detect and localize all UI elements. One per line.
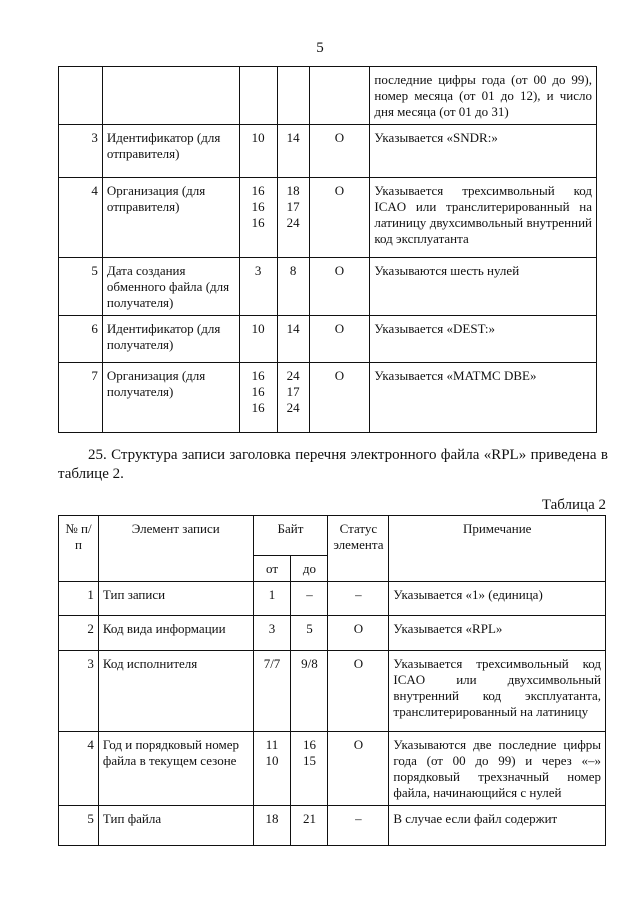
row-to: [277, 363, 309, 433]
row-element: Код исполнителя: [98, 651, 253, 732]
row-note: Указывается «MATMC DBE»: [370, 363, 597, 433]
page-number: 5: [316, 40, 324, 56]
table-2-caption: Таблица 2: [541, 497, 606, 513]
row-from-line: 16: [251, 199, 265, 214]
row-from: [239, 178, 277, 258]
row-element: Код вида информации: [98, 616, 253, 651]
row-from: [239, 316, 277, 363]
row-element: Тип файла: [98, 806, 253, 846]
row-num: 5: [59, 258, 103, 316]
table-row: [59, 616, 606, 651]
header-bytes: Байт: [253, 516, 328, 556]
header-from: от: [253, 556, 291, 582]
table-row: [59, 651, 606, 732]
row-from-line: 16: [251, 183, 265, 198]
row-note: последние цифры года (от 00 до 99), номер месяца (от 01 до 12), и число дня месяца (от 01 до 31): [370, 67, 597, 125]
row-status: О: [309, 178, 370, 258]
row-note: Указывается «1» (единица): [389, 582, 606, 616]
row-from-line: 16: [251, 368, 265, 383]
paragraph-25: 25. Структура записи заголовка перечня электронного файла «RPL» приведена в таблице 2.: [58, 447, 608, 482]
row-num: 5: [59, 806, 99, 846]
row-to-line: 8: [289, 263, 297, 278]
row-num: 7: [59, 363, 103, 433]
row-note: Указывается трехсимвольный код ICAO или транслитерированный на латиницу двухсимвольный внутренний код эксплуатанта: [370, 178, 597, 258]
row-element: Дата создания обменного файла (для получателя): [102, 258, 239, 316]
row-to: [277, 125, 309, 178]
row-from-line: 18: [265, 811, 279, 826]
table-row: [59, 732, 606, 806]
row-note: Указывается «DEST:»: [370, 316, 597, 363]
row-to: [291, 616, 328, 651]
row-to: [291, 732, 328, 806]
row-status: О: [309, 363, 370, 433]
row-to-line: 15: [302, 753, 316, 768]
row-to-line: 24: [286, 400, 300, 415]
row-to: [277, 316, 309, 363]
table-row: [59, 258, 597, 316]
row-note: Указываются шесть нулей: [370, 258, 597, 316]
row-to: [277, 258, 309, 316]
row-num: 4: [59, 732, 99, 806]
row-to-line: 18: [286, 183, 300, 198]
header-num: № п/п: [59, 516, 99, 582]
row-num: 2: [59, 616, 99, 651]
row-from: [253, 651, 291, 732]
row-from-line: 10: [251, 130, 265, 145]
row-to-line: 17: [286, 384, 300, 399]
row-element: Год и порядковый номер файла в текущем сезоне: [98, 732, 253, 806]
row-element: Идентификатор (для получателя): [102, 316, 239, 363]
row-from: [239, 363, 277, 433]
row-to: [291, 806, 328, 846]
row-status: О: [328, 732, 389, 806]
row-to-line: 24: [286, 368, 300, 383]
row-note: Указываются две последние цифры года (от 00 до 99) и через «–» порядковый трехзначный номер файла, начинающийся с нулей: [389, 732, 606, 806]
table-2: [58, 515, 606, 846]
row-element: Организация (для получателя): [102, 363, 239, 433]
row-status: –: [328, 806, 389, 846]
row-to-line: –: [306, 587, 313, 602]
header-element: Элемент записи: [98, 516, 253, 582]
row-status: О: [309, 125, 370, 178]
row-num: [59, 67, 103, 125]
row-element: [102, 67, 239, 125]
row-from-line: 11: [265, 737, 279, 752]
row-num: 6: [59, 316, 103, 363]
row-from: [253, 616, 291, 651]
row-status: О: [328, 651, 389, 732]
row-to-line: 5: [306, 621, 313, 636]
table-row: [59, 363, 597, 433]
table-1: [58, 66, 597, 433]
row-from: [253, 806, 291, 846]
row-element: Идентификатор (для отправителя): [102, 125, 239, 178]
row-to: [277, 67, 309, 125]
row-to-line: 16: [302, 737, 316, 752]
row-num: 3: [59, 125, 103, 178]
row-to-line: 17: [286, 199, 300, 214]
row-to: [277, 178, 309, 258]
row-to-line: 14: [286, 130, 300, 145]
row-from-line: 16: [251, 384, 265, 399]
row-from-line: 10: [265, 753, 279, 768]
row-from-line: 7/7: [263, 656, 281, 671]
row-num: 4: [59, 178, 103, 258]
row-from-line: 16: [251, 215, 265, 230]
row-from: [253, 582, 291, 616]
row-element: Организация (для отправителя): [102, 178, 239, 258]
row-from-line: 16: [251, 400, 265, 415]
header-to: до: [291, 556, 328, 582]
row-note: Указывается трехсимвольный код ICAO или двухсимвольный внутренний код эксплуатанта, транслитерированный на латиницу: [389, 651, 606, 732]
table-row: [59, 125, 597, 178]
row-status: [309, 67, 370, 125]
row-note: В случае если файл содержит: [389, 806, 606, 846]
table-row: [59, 316, 597, 363]
row-from-line: 10: [251, 321, 265, 336]
row-note: Указывается «SNDR:»: [370, 125, 597, 178]
row-num: 1: [59, 582, 99, 616]
row-from-line: 1: [268, 587, 276, 602]
row-from: [253, 732, 291, 806]
row-status: О: [309, 316, 370, 363]
header-status: Статус элемента: [328, 516, 389, 582]
row-from: [239, 258, 277, 316]
row-to-line: 14: [286, 321, 300, 336]
row-to-line: 21: [302, 811, 316, 826]
row-from: [239, 67, 277, 125]
table-row: [59, 806, 606, 846]
row-note: Указывается «RPL»: [389, 616, 606, 651]
row-to-line: 24: [286, 215, 300, 230]
row-element: Тип записи: [98, 582, 253, 616]
row-from-line: 3: [268, 621, 276, 636]
table-row: [59, 67, 597, 125]
row-num: 3: [59, 651, 99, 732]
row-to-line: 9/8: [301, 656, 318, 671]
table-row: [59, 582, 606, 616]
row-status: О: [328, 616, 389, 651]
row-status: –: [328, 582, 389, 616]
row-from-line: 3: [254, 263, 262, 278]
row-from: [239, 125, 277, 178]
row-to: [291, 582, 328, 616]
table-row: [59, 178, 597, 258]
header-note: Примечание: [389, 516, 606, 582]
row-status: О: [309, 258, 370, 316]
row-to: [291, 651, 328, 732]
